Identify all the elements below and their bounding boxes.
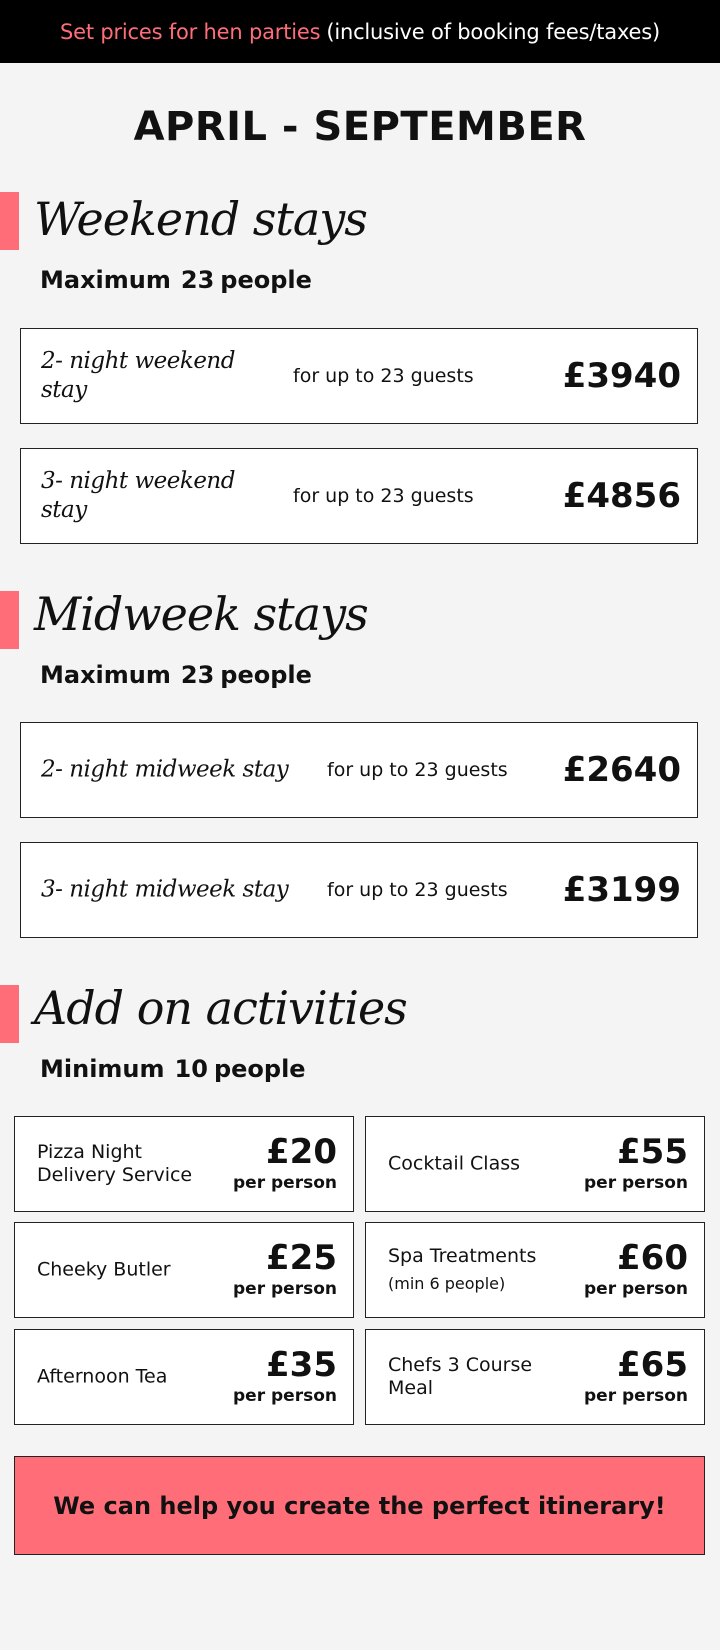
activity-name — [37, 1141, 217, 1187]
stay-guests: for up to 23 guests — [293, 365, 474, 387]
activity-card — [365, 1222, 705, 1318]
minimum-prefix: Minimum — [40, 1055, 165, 1083]
stay-card — [20, 842, 698, 938]
capacity-prefix: Maximum — [40, 661, 171, 689]
weekend-title: Weekend stays — [34, 192, 367, 246]
minimum-suffix: people — [213, 1055, 306, 1083]
activity-card — [14, 1222, 354, 1318]
stay-name: 2- night weekend stay — [41, 348, 235, 403]
section-accent-bar — [0, 591, 19, 649]
stay-card — [20, 328, 698, 424]
activity-label: Afternoon Tea — [37, 1365, 168, 1388]
activity-name — [37, 1259, 217, 1282]
capacity-suffix: people — [220, 661, 312, 689]
activity-card — [365, 1116, 705, 1212]
activity-label: Cheeky Butler — [37, 1258, 171, 1281]
activity-label: Spa Treatments — [388, 1245, 537, 1267]
activity-card — [14, 1116, 354, 1212]
stay-price: £3199 — [562, 870, 681, 910]
section-accent-bar — [0, 985, 19, 1043]
activity-label: Pizza Night Delivery Service — [37, 1141, 193, 1186]
activity-card — [14, 1329, 354, 1425]
top-banner — [0, 0, 720, 63]
banner-text: (inclusive of booking fees/taxes) — [326, 19, 661, 44]
capacity-suffix: people — [220, 266, 312, 294]
capacity-number: 23 — [180, 661, 215, 689]
activity-price: £65 — [617, 1345, 688, 1385]
minimum-number: 10 — [174, 1055, 208, 1083]
addons-minimum — [40, 1055, 306, 1083]
midweek-capacity — [40, 661, 312, 689]
activity-label: Cocktail Class — [388, 1152, 521, 1175]
activity-name — [388, 1153, 568, 1176]
stay-card — [20, 722, 698, 818]
activity-per: per person — [584, 1386, 688, 1406]
activity-name — [388, 1245, 568, 1295]
stay-price: £4856 — [562, 476, 681, 516]
weekend-capacity — [40, 266, 312, 294]
activity-per: per person — [233, 1173, 337, 1193]
activity-card — [365, 1329, 705, 1425]
itinerary-cta-button[interactable]: We can help you create the perfect itinerary! — [14, 1456, 705, 1555]
banner-highlight: Set prices for hen parties — [59, 19, 321, 44]
stay-name: 2- night midweek stay — [41, 756, 289, 783]
activity-per: per person — [584, 1279, 688, 1299]
activity-note: (min 6 people) — [388, 1274, 506, 1293]
activity-price: £55 — [617, 1132, 688, 1172]
addons-title: Add on activities — [34, 981, 407, 1035]
activity-price: £35 — [266, 1345, 337, 1385]
section-accent-bar — [0, 192, 19, 250]
midweek-title: Midweek stays — [34, 587, 368, 641]
stay-price: £2640 — [562, 750, 681, 790]
activity-label: Chefs 3 Course Meal — [388, 1354, 533, 1399]
capacity-number: 23 — [180, 266, 215, 294]
activity-price: £20 — [266, 1132, 337, 1172]
stay-guests: for up to 23 guests — [327, 879, 508, 901]
activity-per: per person — [584, 1173, 688, 1193]
stay-guests: for up to 23 guests — [293, 485, 474, 507]
stay-guests: for up to 23 guests — [327, 759, 508, 781]
activity-per: per person — [233, 1279, 337, 1299]
activity-name — [388, 1354, 568, 1400]
stay-name: 3- night midweek stay — [41, 876, 289, 903]
capacity-prefix: Maximum — [40, 266, 171, 294]
stay-name: 3- night weekend stay — [41, 468, 235, 523]
stay-card — [20, 448, 698, 544]
activity-price: £60 — [617, 1238, 688, 1278]
activity-per: per person — [233, 1386, 337, 1406]
activity-price: £25 — [266, 1238, 337, 1278]
stay-price: £3940 — [562, 356, 681, 396]
activity-name — [37, 1366, 217, 1389]
season-heading: APRIL - SEPTEMBER — [133, 104, 587, 150]
